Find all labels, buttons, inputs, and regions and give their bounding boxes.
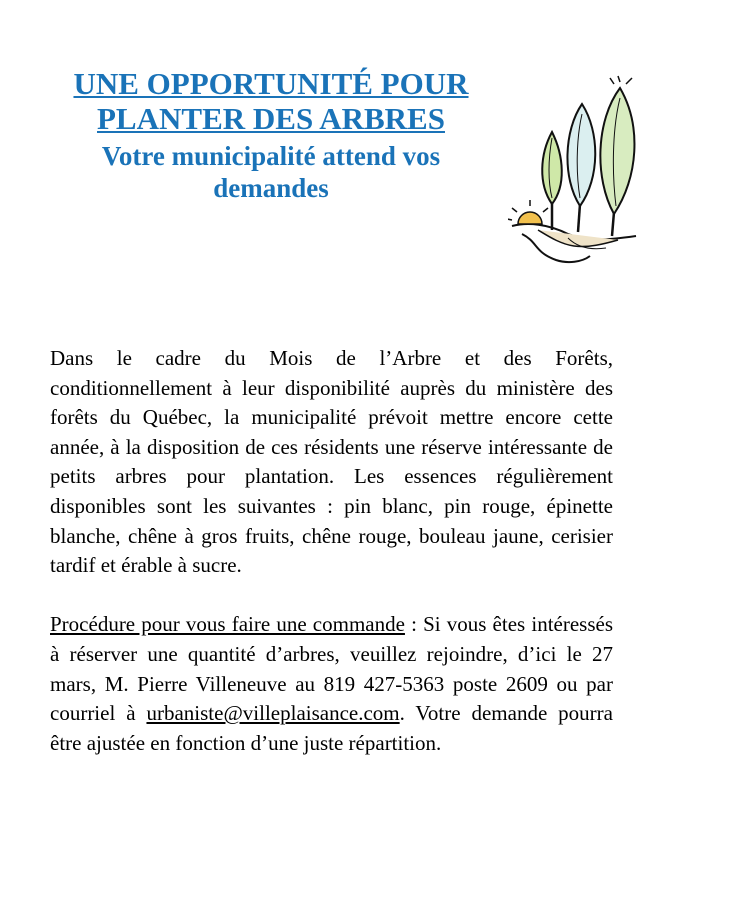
- procedure-text-2: . Votre demande pourra être ajustée en fonction d’une juste répartition.: [50, 701, 613, 755]
- subtitle-line-2: demandes: [213, 173, 329, 203]
- subtitle-line-1: Votre municipalité attend vos: [101, 141, 441, 171]
- title-block: [40, 66, 502, 204]
- paragraph-tree-availability: Dans le cadre du Mois de l’Arbre et des Forêts, conditionnellement à leur disponibilité auprès du ministère des forêts du Québec, la municipalité prévoit mettre encore cette année, à la disposition de ces résidents une réserve intéressante de petits arbres pour plantation. Les essences régulièrement disponibles sont les suivantes : pin blanc, pin rouge, épinette blanche, chêne à gros fruits, chêne rouge, bouleau jaune, cerisier tardif et érable à sucre.: [50, 346, 613, 578]
- trees-clipart-icon: [508, 74, 648, 270]
- email-link[interactable]: urbaniste@villeplaisance.com: [146, 701, 400, 726]
- procedure-text-1: : Si vous êtes intéressés à réserver une quantité d’arbres, veuillez rejoindre, d’ici le 27 mars, M. Pierre Villeneuve au 819 427-5363 poste 2609 ou par courriel à: [50, 612, 613, 726]
- subtitle: [40, 140, 502, 204]
- procedure-heading: Procédure pour vous faire une commande: [50, 612, 405, 637]
- body-text: [50, 344, 613, 758]
- title-line-2: PLANTER DES ARBRES: [97, 101, 445, 136]
- paragraph-order-procedure: [50, 610, 613, 758]
- title-line-1: UNE OPPORTUNITÉ POUR: [73, 66, 469, 101]
